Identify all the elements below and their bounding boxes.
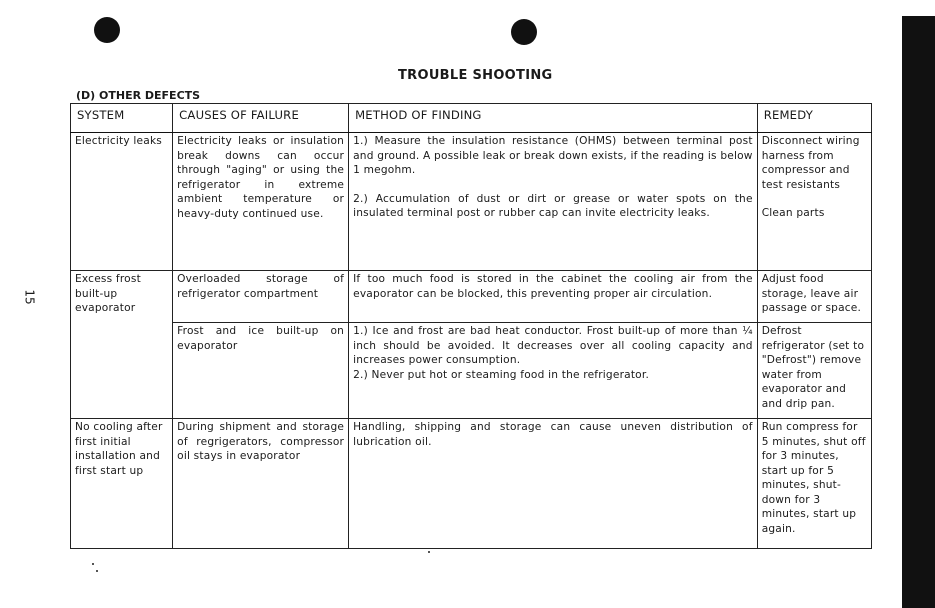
- method-cell: [349, 323, 758, 419]
- method-step: 2.) Accumulation of dust or dirt or grease or water spots on the insulated terminal post or rubber cap can invite electricity leaks.: [353, 192, 753, 219]
- table-row: [71, 133, 872, 271]
- table-row: [71, 419, 872, 549]
- section-heading: (D) OTHER DEFECTS: [76, 89, 201, 102]
- remedy-text: Clean parts: [761, 207, 825, 219]
- system-cell: Electricity leaks: [71, 133, 173, 271]
- punch-hole-left: [94, 17, 120, 43]
- method-cell: Handling, shipping and storage can cause uneven distribution of lubrication oil.: [349, 419, 758, 549]
- trouble-shooting-table: [70, 103, 872, 549]
- remedy-cell: Run compress for 5 minutes, shut off for 3 minutes, start up for 5 minutes, shut-down for 3 minutes, start up again.: [757, 419, 871, 549]
- header-method: METHOD OF FINDING: [349, 104, 758, 133]
- method-cell: If too much food is stored in the cabinet the cooling air from the evaporator can be blocked, this preventing proper air circulation.: [349, 271, 758, 323]
- table-row: [71, 323, 872, 419]
- causes-cell: Electricity leaks or insulation break downs can occur through "aging" or using the refrigerator in extreme ambient temperature or heavy-duty continued use.: [173, 133, 349, 271]
- system-cell: No cooling after first initial installation and first start up: [71, 419, 173, 549]
- causes-cell: During shipment and storage of regrigerators, compressor oil stays in evaporator: [173, 419, 349, 549]
- remedy-cell: Defrost refrigerator (set to "Defrost") remove water from evaporator and and drip pan.: [757, 323, 871, 419]
- scan-speck: [428, 551, 430, 553]
- method-cell: [349, 133, 758, 271]
- header-remedy: REMEDY: [757, 104, 871, 133]
- table-header-row: [71, 104, 872, 133]
- punch-hole-right: [511, 19, 537, 45]
- method-step: 2.) Never put hot or steaming food in the refrigerator.: [353, 368, 650, 381]
- remedy-text: Disconnect wiring harness from compressor and test resistants: [761, 135, 860, 191]
- system-cell: Excess frost built-up evaporator: [71, 271, 173, 419]
- scan-edge-shadow: [902, 16, 935, 608]
- table-row: [71, 271, 872, 323]
- method-step: 1.) Ice and frost are bad heat conductor. Frost built-up of more than ¼ inch should be avoided. It decreases over all cooling capacity and increases power consumption.: [353, 325, 753, 366]
- method-step: 1.) Measure the insulation resistance (OHMS) between terminal post and ground. A possible leak or break down exists, if the reading is below 1 megohm.: [353, 135, 753, 176]
- page-title: TROUBLE SHOOTING: [398, 68, 553, 83]
- header-system: SYSTEM: [71, 104, 173, 133]
- causes-cell: Overloaded storage of refrigerator compartment: [173, 271, 349, 323]
- scan-speck: [96, 570, 98, 572]
- remedy-cell: [757, 133, 871, 271]
- page-number: 15: [22, 289, 37, 305]
- scan-speck: [92, 563, 94, 565]
- remedy-cell: Adjust food storage, leave air passage or space.: [757, 271, 871, 323]
- causes-cell: Frost and ice built-up on evaporator: [173, 323, 349, 419]
- header-causes: CAUSES OF FAILURE: [173, 104, 349, 133]
